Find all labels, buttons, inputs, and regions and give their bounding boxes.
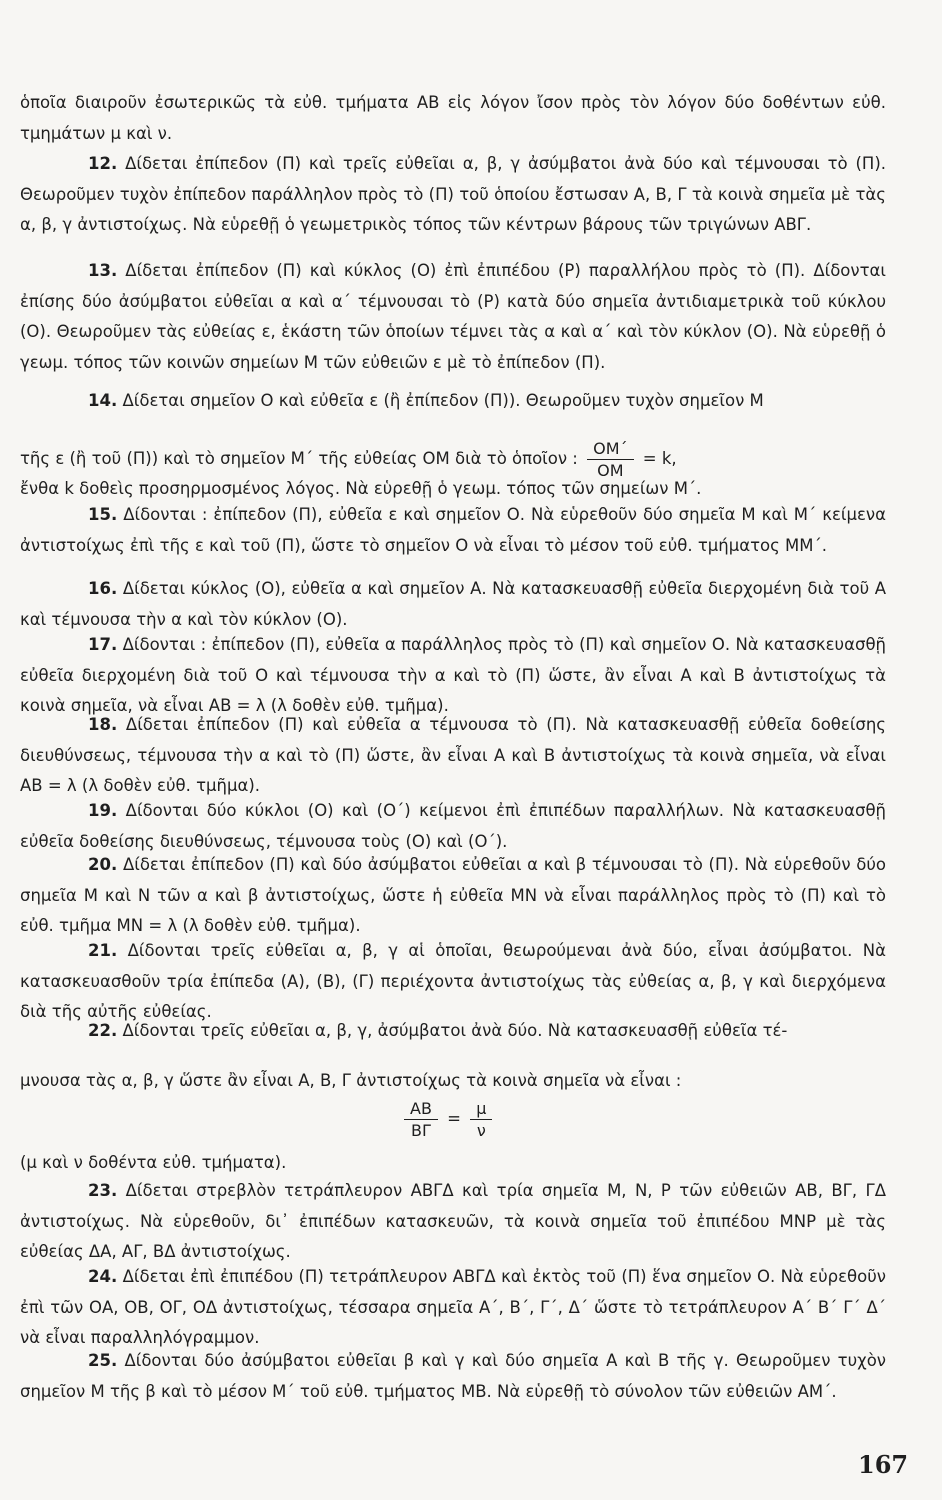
exercise-number: 12. (88, 154, 118, 173)
ratio-fraction-right: $\frac{\mu}{\nu}$ (470, 1098, 492, 1141)
exercise-number: 14. (88, 391, 118, 410)
exercise-14-tail: ἔνθα k δοθεὶς προσηρμοσμένος λόγος. Νὰ εὑρεθῇ ὁ γεωμ. τόπος τῶν σημείων Μ΄. (20, 479, 702, 498)
exercise-13: 13. Δίδεται ἐπίπεδον (Π) καὶ κύκλος (Ο) ἐπὶ ἐπιπέδου (Ρ) παραλλήλου πρὸς τὸ (Π). Δίδονται ἐπίσης δύο ἀσύμβατοι εὐθεῖαι α καὶ α΄ τέμνουσαι τὸ (Ρ) κατὰ δύο σημεῖα ἀντιδιαμετρικὰ τοῦ κύκλου (Ο). Θεωροῦμεν τὰς εὐθείας ε, ἑκάστη τῶν ὁποίων τέμνει τὰς α καὶ α΄ καὶ τὸν κύκλον (Ο). Νὰ εὑρεθῇ ὁ γεωμ. τόπος τῶν κοινῶν σημείων Μ τῶν εὐθειῶν ε μὲ τὸ ἐπίπεδον (Π). (20, 261, 887, 372)
page-number: 167 (858, 1450, 909, 1479)
exercise-16: 16. Δίδεται κύκλος (Ο), εὐθεῖα α καὶ σημεῖον Α. Νὰ κατασκευασθῇ εὐθεῖα διερχομένη διὰ τοῦ Α καὶ τέμνουσα τὴν α καὶ τὸν κύκλον (Ο). (20, 579, 887, 629)
exercise-18: 18. Δίδεται ἐπίπεδον (Π) καὶ εὐθεῖα α τέμνουσα τὸ (Π). Νὰ κατασκευασθῇ εὐθεῖα δοθείσης διευθύνσεως, τέμνουσα τὴν α καὶ τὸ (Π) ὥστε, ἂν εἶναι Α καὶ Β ἀντιστοίχως τὰ κοινὰ σημεῖα, νὰ εἶναι ΑΒ = λ (λ δοθὲν εὐθ. τμῆμα). (20, 715, 886, 795)
exercise-number: 22. (88, 1021, 118, 1040)
ratio-fraction-left: $\frac{AB}{B\Gamma}$ (404, 1098, 438, 1141)
exercise-19: 19. Δίδονται δύο κύκλοι (Ο) καὶ (Ο΄) κείμενοι ἐπὶ ἐπιπέδων παραλλήλων. Νὰ κατασκευασθῇ εὐθεῖα δοθείσης διευθύνσεως, τέμνουσα τοὺς (Ο) καὶ (Ο΄). (20, 801, 886, 851)
exercise-number: 17. (88, 635, 118, 654)
exercise-12: 12. Δίδεται ἐπίπεδον (Π) καὶ τρεῖς εὐθεῖαι α, β, γ ἀσύμβατοι ἀνὰ δύο καὶ τέμνουσαι τὸ (Π). Θεωροῦμεν τυχὸν ἐπίπεδον παράλληλον πρὸς τὸ (Π) τοῦ ὁποίου ἔστωσαν Α, Β, Γ τὰ κοινὰ σημεῖα μὲ τὰς α, β, γ ἀντιστοίχως. Νὰ εὑρεθῇ ὁ γεωμετρικὸς τόπος τῶν κέντρων βάρους τῶν τριγώνων ΑΒΓ. (20, 154, 887, 234)
exercise-22-line2: μνουσα τὰς α, β, γ ὥστε ἂν εἶναι Α, Β, Γ ἀντιστοίχως τὰ κοινὰ σημεῖα νὰ εἶναι : (20, 1071, 682, 1090)
exercise-21: 21. Δίδονται τρεῖς εὐθεῖαι α, β, γ αἱ ὁποῖαι, θεωρούμεναι ἀνὰ δύο, εἶναι ἀσύμβατοι. Νὰ κατασκευασθοῦν τρία ἐπίπεδα (Α), (Β), (Γ) περιέχοντα ἀντιστοίχως τὰς εὐθείας α, β, γ καὶ διερχόμενα διὰ τῆς αὐτῆς εὐθείας. (20, 941, 886, 1021)
exercise-number: 15. (88, 505, 118, 524)
exercise-22-tail: (μ καὶ ν δοθέντα εὐθ. τμήματα). (20, 1153, 287, 1172)
exercise-14-equation-line: τῆς ε (ἢ τοῦ (Π)) καὶ τὸ σημεῖον Μ΄ τῆς εὐθείας ΟΜ διὰ τὸ ὁποῖον : $\frac{OM΄}{OM}$ = k, (20, 439, 677, 480)
exercise-number: 24. (88, 1267, 118, 1286)
exercise-14: 14. Δίδεται σημεῖον Ο καὶ εὐθεῖα ε (ἢ ἐπίπεδον (Π)). Θεωροῦμεν τυχὸν σημεῖον Μ (88, 391, 764, 410)
exercise-number: 23. (88, 1181, 118, 1200)
exercise-number: 25. (88, 1351, 118, 1370)
exercise-22-equation: $\frac{AB}{B\Gamma}$ = $\frac{\mu}{\nu}$ (400, 1098, 496, 1141)
exercise-24: 24. Δίδεται ἐπὶ ἐπιπέδου (Π) τετράπλευρον ΑΒΓΔ καὶ ἐκτὸς τοῦ (Π) ἕνα σημεῖον Ο. Νὰ εὑρεθοῦν ἐπὶ τῶν ΟΑ, ΟΒ, ΟΓ, ΟΔ ἀντιστοίχως, τέσσαρα σημεῖα Α΄, Β΄, Γ΄, Δ΄ ὥστε τὸ τετράπλευρον Α΄ Β΄ Γ΄ Δ΄ νὰ εἶναι παραλληλόγραμμον. (20, 1267, 886, 1347)
exercise-23: 23. Δίδεται στρεβλὸν τετράπλευρον ΑΒΓΔ καὶ τρία σημεῖα Μ, Ν, Ρ τῶν εὐθειῶν ΑΒ, ΒΓ, ΓΔ ἀντιστοίχως. Νὰ εὑρεθοῦν, δι᾽ ἐπιπέδων κατασκευῶν, τὰ κοινὰ σημεῖα τοῦ ἐπιπέδου ΜΝΡ μὲ τὰς εὐθείας ΔΑ, ΑΓ, ΒΔ ἀντιστοίχως. (20, 1181, 886, 1261)
exercise-17: 17. Δίδονται : ἐπίπεδον (Π), εὐθεῖα α παράλληλος πρὸς τὸ (Π) καὶ σημεῖον Ο. Νὰ κατασκευασθῇ εὐθεῖα διερχομένη διὰ τοῦ Ο καὶ τέμνουσα τὴν α καὶ τὸ (Π) ὥστε, ἂν εἶναι Α καὶ Β ἀντιστοίχως τὰ κοινὰ σημεῖα, νὰ εἶναι ΑΒ = λ (λ δοθὲν εὐθ. τμῆμα). (20, 635, 886, 715)
exercise-number: 16. (88, 579, 118, 598)
exercise-22: 22. Δίδονται τρεῖς εὐθεῖαι α, β, γ, ἀσύμβατοι ἀνὰ δύο. Νὰ κατασκευασθῇ εὐθεῖα τέ- (88, 1021, 788, 1040)
ratio-fraction: $\frac{OM΄}{OM}$ (587, 438, 633, 481)
exercise-11-tail: ὁποῖα διαιροῦν ἐσωτερικῶς τὰ εὐθ. τμήματα ΑΒ εἰς λόγον ἴσον πρὸς τὸν λόγον δύο δοθέντων εὐθ. τμημάτων μ καὶ ν. (20, 93, 886, 143)
exercise-number: 13. (88, 261, 118, 280)
exercise-number: 20. (88, 855, 118, 874)
exercise-15: 15. Δίδονται : ἐπίπεδον (Π), εὐθεῖα ε καὶ σημεῖον Ο. Νὰ εὑρεθοῦν δύο σημεῖα Μ καὶ Μ΄ κείμενα ἀντιστοίχως ἐπὶ τῆς ε καὶ τοῦ (Π), ὥστε τὸ σημεῖον Ο νὰ εἶναι τὸ μέσον τοῦ εὐθ. τμήματος ΜΜ΄. (20, 505, 886, 555)
exercise-number: 18. (88, 715, 118, 734)
exercise-number: 21. (88, 941, 118, 960)
exercise-25: 25. Δίδονται δύο ἀσύμβατοι εὐθεῖαι β καὶ γ καὶ δύο σημεῖα Α καὶ Β τῆς γ. Θεωροῦμεν τυχὸν σημεῖον Μ τῆς β καὶ τὸ μέσον Μ΄ τοῦ εὐθ. τμήματος ΜΒ. Νὰ εὑρεθῇ τὸ σύνολον τῶν εὐθειῶν ΑΜ΄. (20, 1351, 887, 1401)
exercise-20: 20. Δίδεται ἐπίπεδον (Π) καὶ δύο ἀσύμβατοι εὐθεῖαι α καὶ β τέμνουσαι τὸ (Π). Νὰ εὑρεθοῦν δύο σημεῖα Μ καὶ Ν τῶν α καὶ β ἀντιστοίχως, ὥστε ἡ εὐθεῖα ΜΝ νὰ εἶναι παράλληλος πρὸς τὸ (Π) καὶ τὸ εὐθ. τμῆμα ΜΝ = λ (λ δοθὲν εὐθ. τμῆμα). (20, 855, 886, 935)
exercise-number: 19. (88, 801, 118, 820)
